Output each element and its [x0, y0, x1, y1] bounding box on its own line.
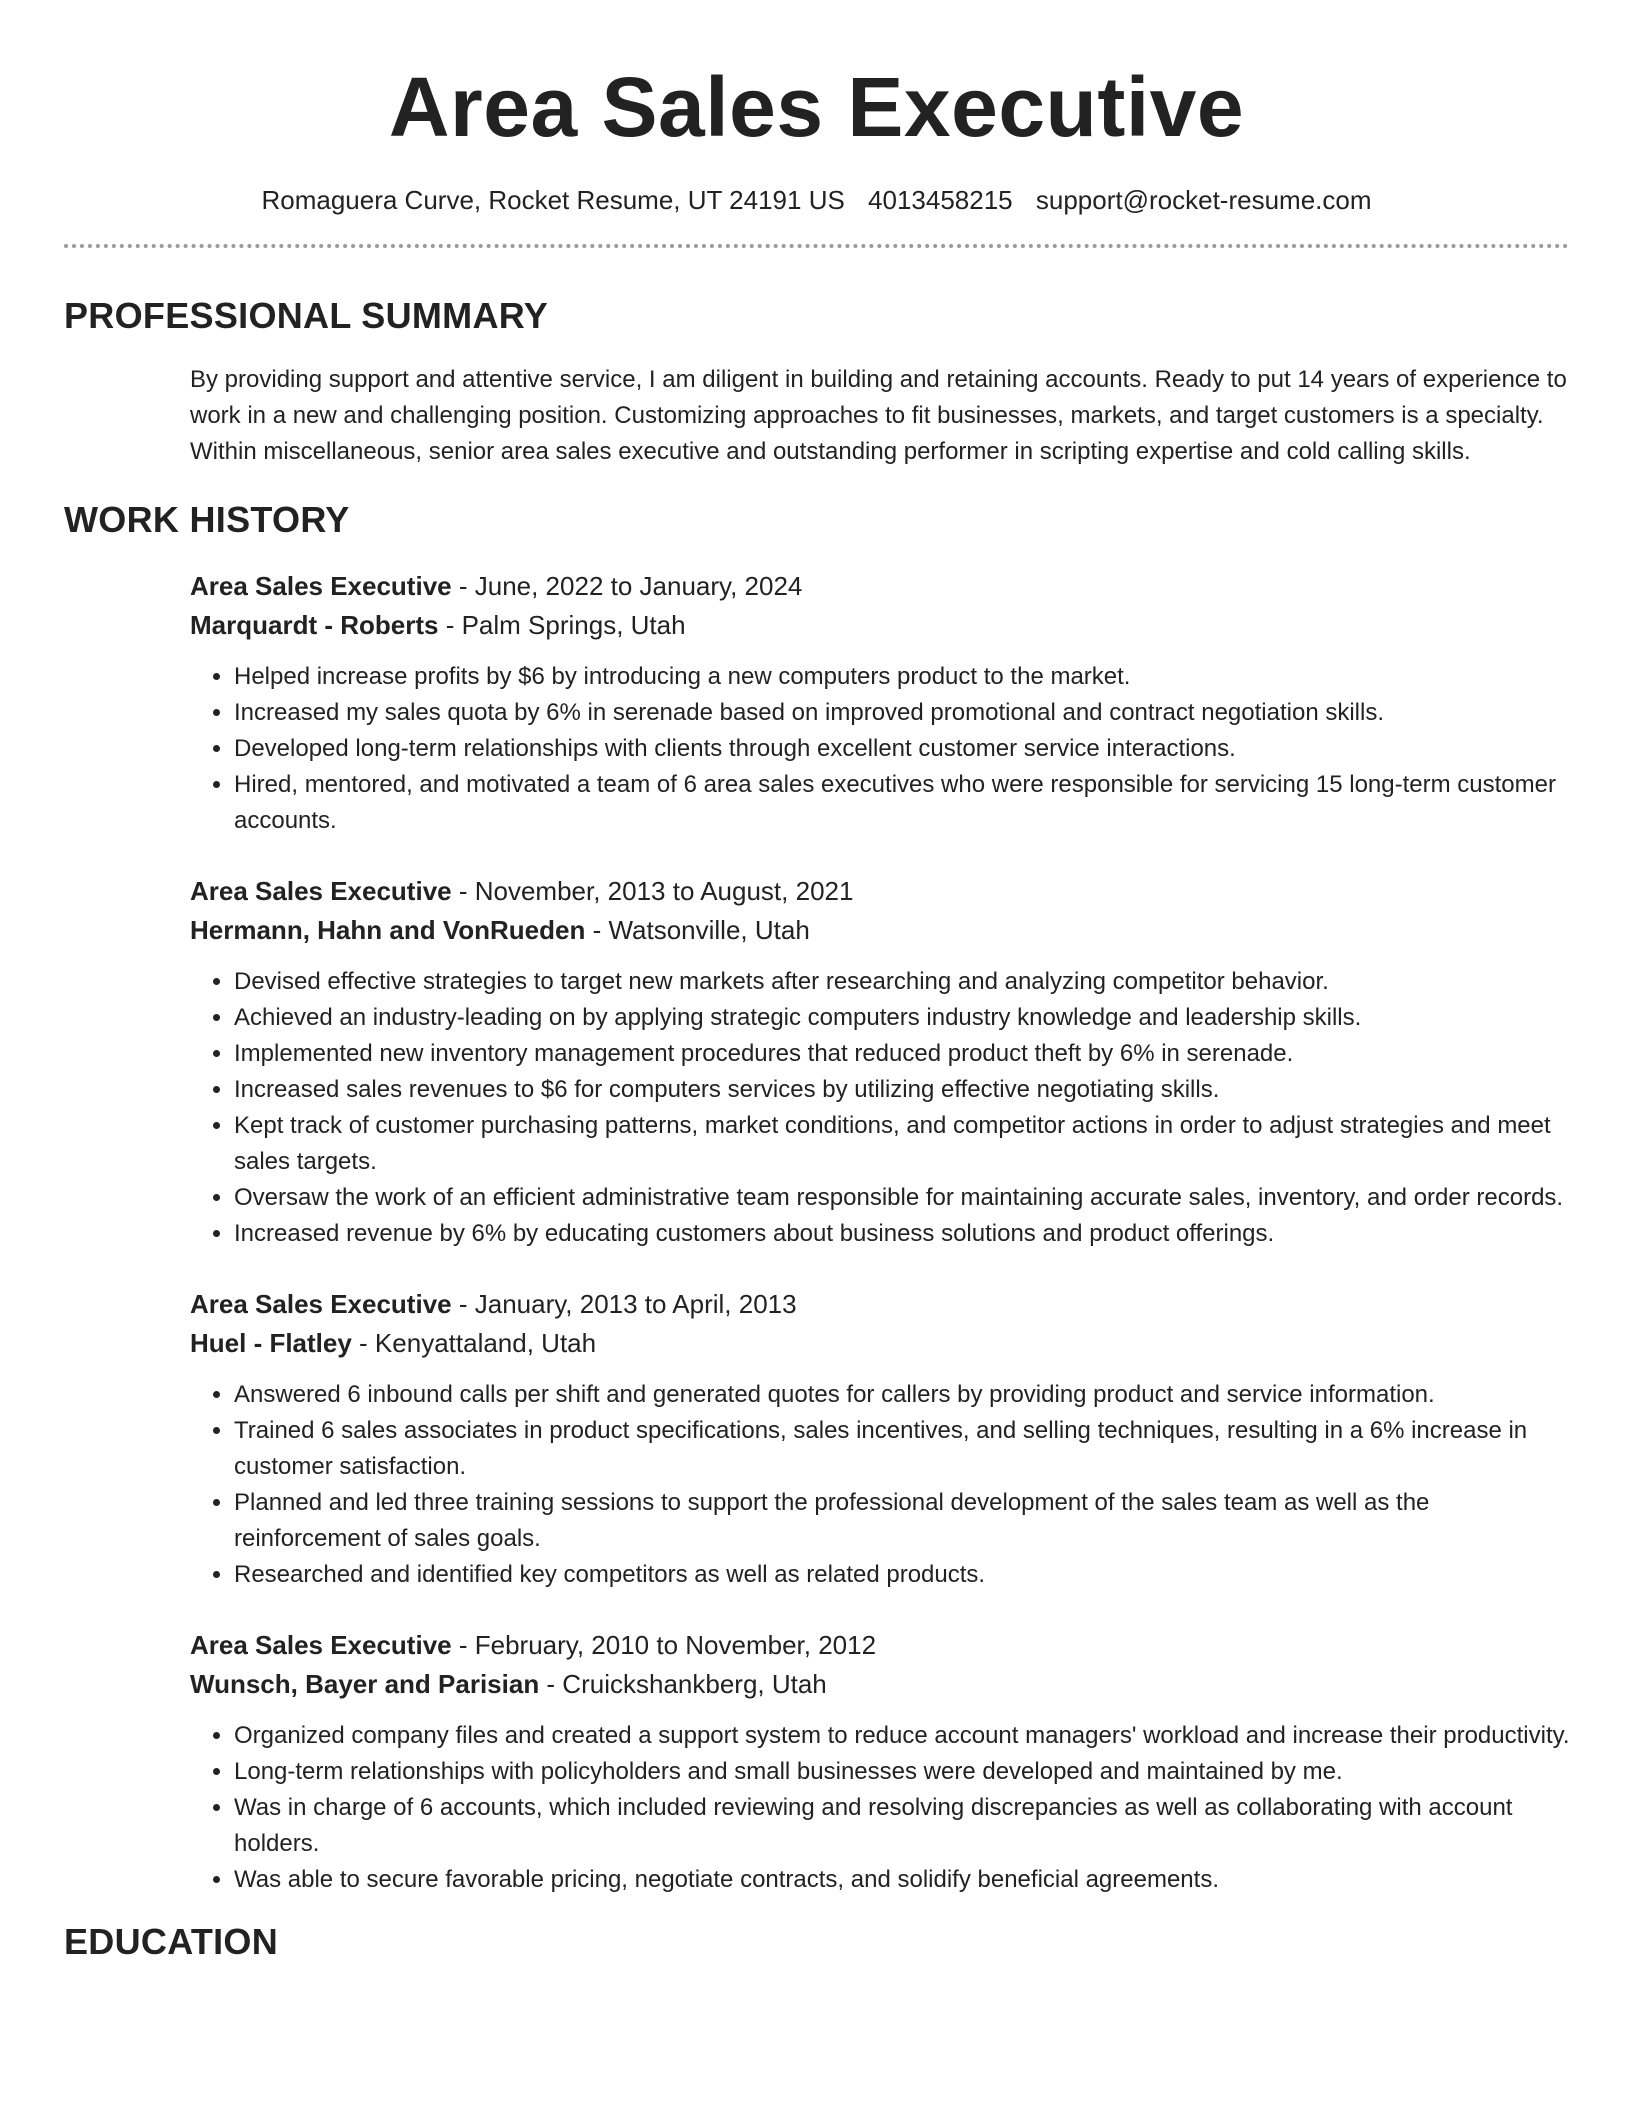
job-company-line: [190, 1325, 1570, 1361]
job-entry: [190, 1627, 1570, 1898]
job-bullet: • Increased sales revenues to $6 for computers services by utilizing effective negotiating skills.: [234, 1072, 1570, 1108]
contact-email: support@rocket-resume.com: [1035, 185, 1372, 215]
job-company: Huel - Flatley: [190, 1328, 352, 1358]
resume-page: [64, 0, 1569, 1964]
job-role: Area Sales Executive: [190, 876, 452, 906]
job-bullets: [190, 659, 1570, 839]
contact-address: Romaguera Curve, Rocket Resume, UT 24191 US: [261, 185, 845, 215]
contact-line: [64, 182, 1569, 218]
job-entry: [190, 568, 1570, 839]
header-divider: [64, 244, 1569, 248]
job-role: Area Sales Executive: [190, 1289, 452, 1319]
job-bullet: • Achieved an industry-leading on by applying strategic computers industry knowledge and leadership skills.: [234, 1000, 1570, 1036]
job-company-line: [190, 607, 1570, 643]
job-bullet: • Was able to secure favorable pricing, negotiate contracts, and solidify beneficial agreements.: [234, 1862, 1570, 1898]
job-bullet: • Increased revenue by 6% by educating customers about business solutions and product offerings.: [234, 1216, 1570, 1252]
job-company: Marquardt - Roberts: [190, 610, 439, 640]
job-title-line: [190, 873, 1570, 909]
job-title-line: [190, 568, 1570, 604]
job-bullet: • Answered 6 inbound calls per shift and generated quotes for callers by providing product and service information.: [234, 1377, 1570, 1413]
job-bullet: • Researched and identified key competitors as well as related products.: [234, 1557, 1570, 1593]
job-company: Hermann, Hahn and VonRueden: [190, 915, 586, 945]
professional-summary-section: [64, 294, 1569, 470]
job-bullet: • Long-term relationships with policyholders and small businesses were developed and maintained by me.: [234, 1754, 1570, 1790]
job-bullet: • Trained 6 sales associates in product specifications, sales incentives, and selling techniques, resulting in a 6% increase in customer satisfaction.: [234, 1413, 1570, 1485]
job-company-line: [190, 1666, 1570, 1702]
job-company: Wunsch, Bayer and Parisian: [190, 1669, 540, 1699]
job-dates: - June, 2022 to January, 2024: [451, 571, 803, 601]
job-title-line: [190, 1286, 1570, 1322]
summary-text: By providing support and attentive service, I am diligent in building and retaining accounts. Ready to put 14 years of experience to work in a new and challenging position. Customizing approaches to fit businesses, markets, and target customers is a specialty. Within miscellaneous, senior area sales executive and outstanding performer in scripting expertise and cold calling skills.: [190, 366, 1567, 465]
job-location: - Cruickshankberg, Utah: [539, 1669, 827, 1699]
job-location: - Kenyattaland, Utah: [351, 1328, 597, 1358]
job-dates: - November, 2013 to August, 2021: [451, 876, 854, 906]
job-dates: - January, 2013 to April, 2013: [451, 1289, 797, 1319]
job-bullet: • Oversaw the work of an efficient administrative team responsible for maintaining accurate sales, inventory, and order records.: [234, 1180, 1570, 1216]
job-bullet: • Planned and led three training sessions to support the professional development of the sales team as well as the reinforcement of sales goals.: [234, 1485, 1570, 1557]
job-bullet: • Hired, mentored, and motivated a team of 6 area sales executives who were responsible for servicing 15 long-term customer accounts.: [234, 767, 1570, 839]
resume-title: Area Sales Executive: [388, 60, 1245, 154]
job-bullets: [190, 1718, 1570, 1898]
job-role: Area Sales Executive: [190, 1630, 452, 1660]
job-location: - Palm Springs, Utah: [438, 610, 686, 640]
job-bullet: • Was in charge of 6 accounts, which included reviewing and resolving discrepancies as well as collaborating with account holders.: [234, 1790, 1570, 1862]
job-bullet: • Helped increase profits by $6 by introducing a new computers product to the market.: [234, 659, 1570, 695]
work-history-section: [64, 498, 1569, 1898]
job-dates: - February, 2010 to November, 2012: [451, 1630, 877, 1660]
job-location: - Watsonville, Utah: [585, 915, 810, 945]
education-section: [64, 1920, 1569, 1964]
job-bullet: • Organized company files and created a support system to reduce account managers' workload and increase their productivity.: [234, 1718, 1570, 1754]
job-bullet: • Implemented new inventory management procedures that reduced product theft by 6% in serenade.: [234, 1036, 1570, 1072]
job-bullet: • Kept track of customer purchasing patterns, market conditions, and competitor actions in order to adjust strategies and meet sales targets.: [234, 1108, 1570, 1180]
job-role: Area Sales Executive: [190, 571, 452, 601]
job-title-line: [190, 1627, 1570, 1663]
work-history-heading: WORK HISTORY: [64, 499, 350, 540]
job-bullet: • Developed long-term relationships with clients through excellent customer service interactions.: [234, 731, 1570, 767]
job-bullets: [190, 964, 1570, 1252]
job-entry: [190, 873, 1570, 1252]
job-bullet: • Increased my sales quota by 6% in serenade based on improved promotional and contract negotiation skills.: [234, 695, 1570, 731]
contact-phone: 4013458215: [868, 185, 1013, 215]
summary-heading: PROFESSIONAL SUMMARY: [64, 295, 549, 336]
job-bullet: • Devised effective strategies to target new markets after researching and analyzing competitor behavior.: [234, 964, 1570, 1000]
job-company-line: [190, 912, 1570, 948]
job-entry: [190, 1286, 1570, 1593]
job-bullets: [190, 1377, 1570, 1593]
education-heading: EDUCATION: [64, 1921, 279, 1962]
